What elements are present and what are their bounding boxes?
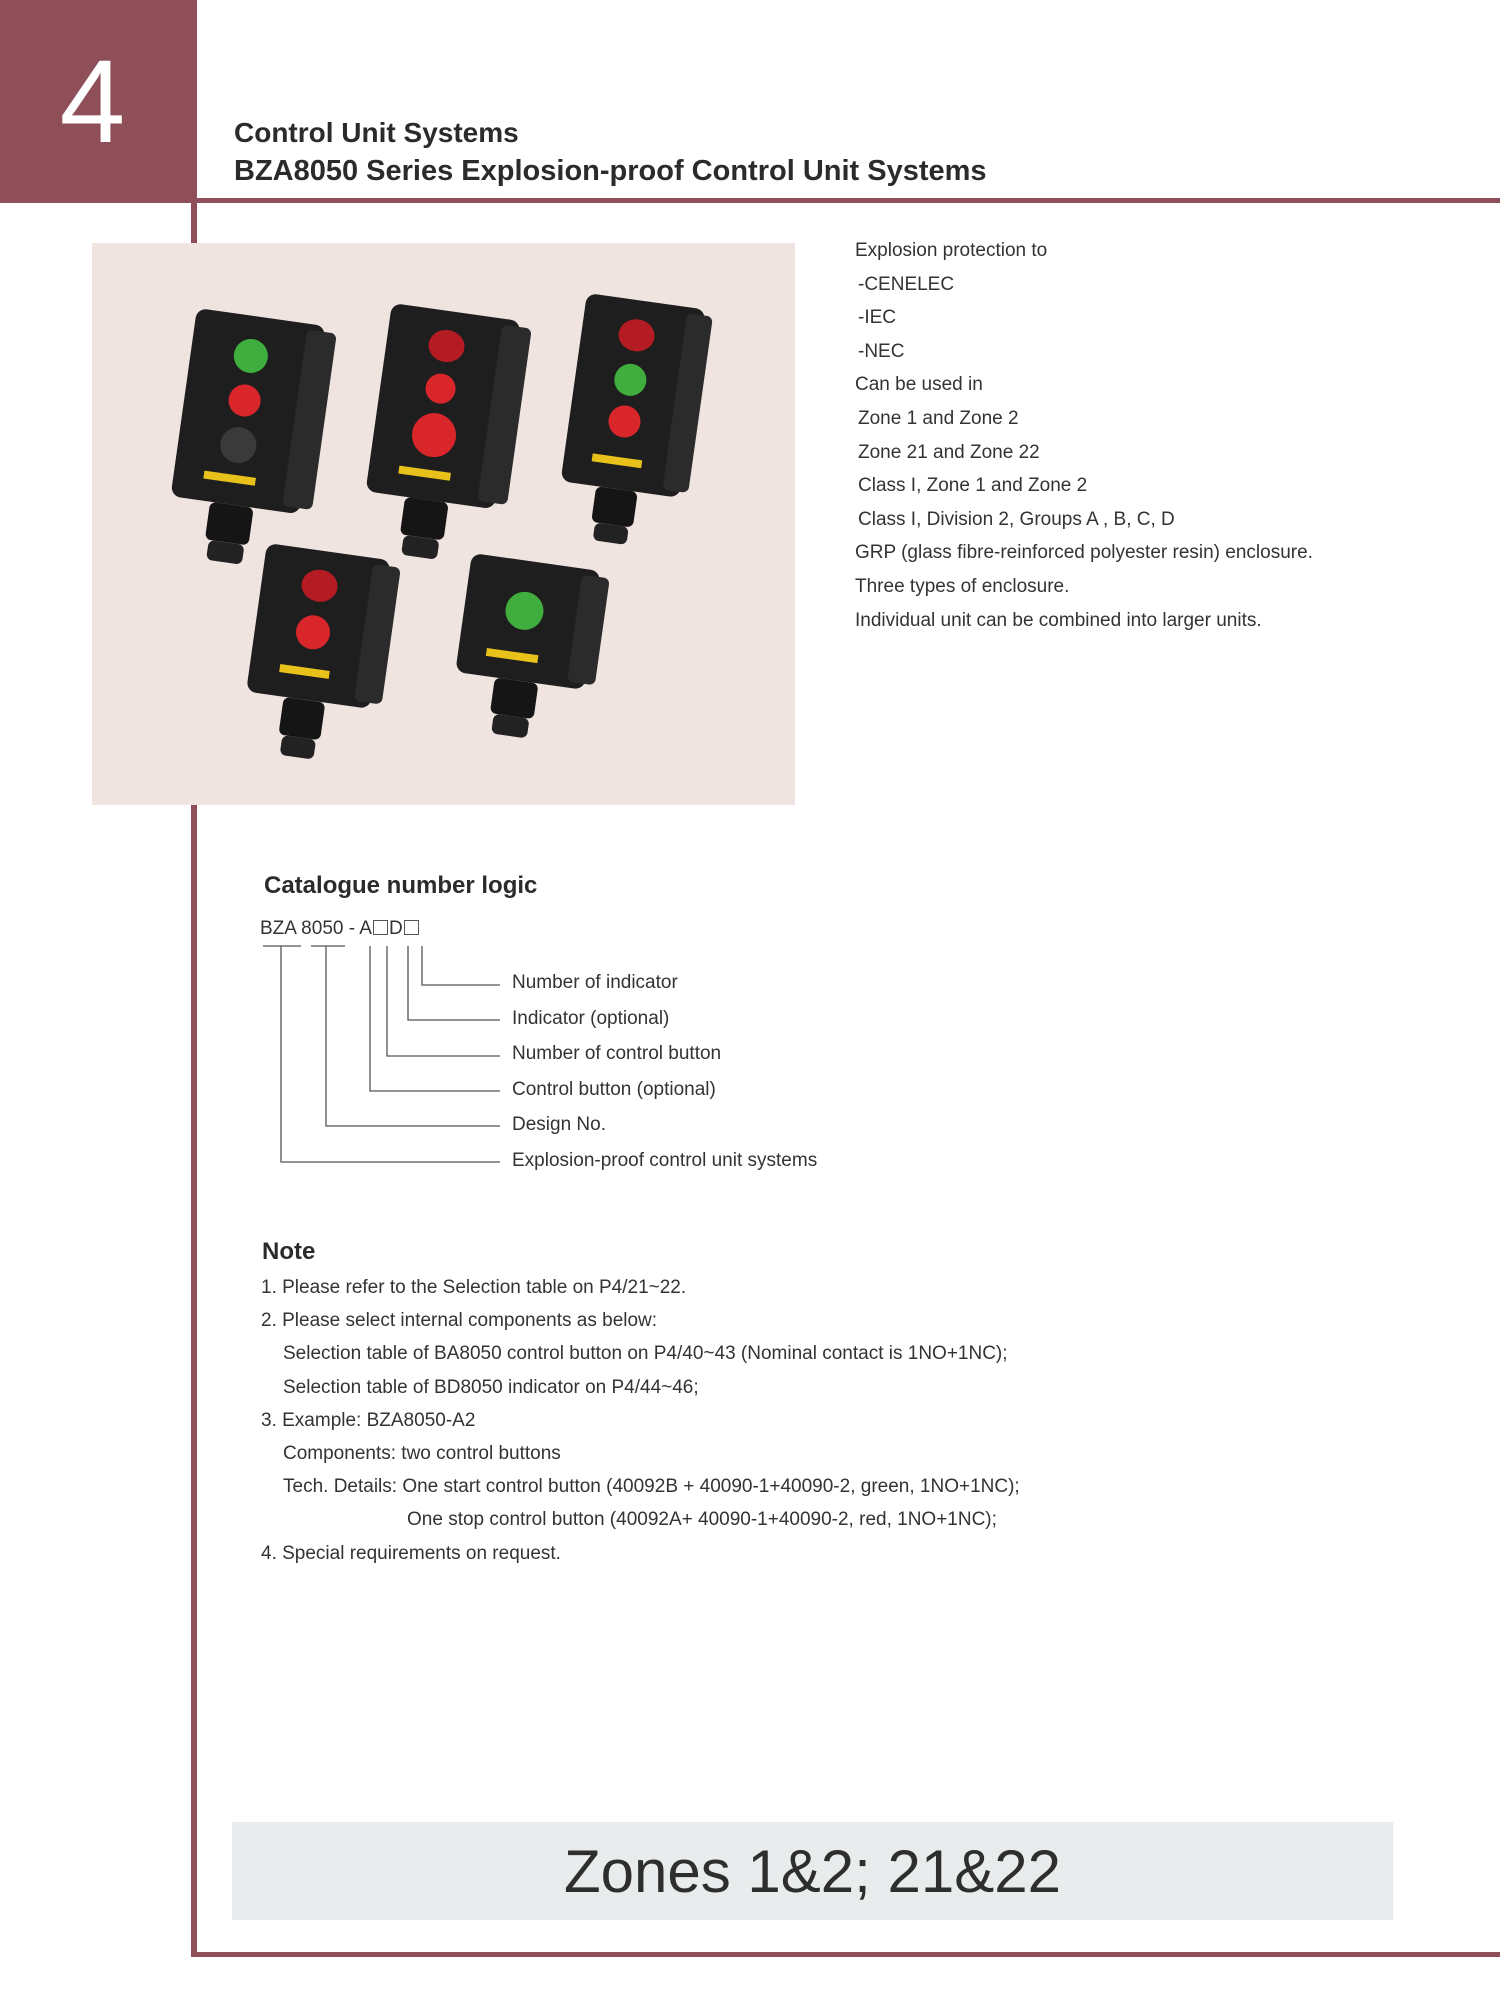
- zones-banner-text: Zones 1&2; 21&22: [563, 1837, 1062, 1905]
- control-station-5: [448, 553, 611, 747]
- feature-item: Zone 21 and Zone 22: [858, 441, 1040, 463]
- catalogue-code: [260, 918, 420, 940]
- feature-item: -NEC: [858, 340, 905, 362]
- feature-item: Can be used in: [855, 374, 983, 396]
- catalogue-code-prefix: BZA 8050 - A: [260, 918, 372, 939]
- placeholder-box: [373, 920, 388, 935]
- note-title: Note: [262, 1238, 316, 1265]
- note-line: Selection table of BD8050 indicator on P4/44~46;: [283, 1376, 699, 1398]
- feature-item: Zone 1 and Zone 2: [858, 407, 1019, 429]
- catalogue-label: Indicator (optional): [512, 1007, 670, 1029]
- page-title: Control Unit Systems: [234, 117, 519, 148]
- catalogue-label: Explosion-proof control unit systems: [512, 1149, 818, 1171]
- feature-item: Class I, Zone 1 and Zone 2: [858, 475, 1088, 497]
- catalogue-label: Number of indicator: [512, 972, 678, 993]
- note-line: Tech. Details: One start control button (40092B + 40090-1+40090-2, green, 1NO+1NC);: [283, 1476, 1020, 1498]
- note-line: Components: two control buttons: [283, 1442, 561, 1464]
- catalogue-label: Control button (optional): [512, 1078, 716, 1100]
- catalogue-code-mid: D: [388, 918, 403, 939]
- catalogue-labels: [512, 965, 817, 1178]
- catalogue-title: Catalogue number logic: [264, 872, 538, 899]
- control-station-2: [357, 303, 532, 568]
- note-line: One stop control button (40092A+ 40090-1+40090-2, red, 1NO+1NC);: [407, 1509, 997, 1531]
- footer-divider: [191, 1952, 1500, 1957]
- catalogue-label: Number of control button: [512, 1043, 722, 1064]
- feature-item: GRP (glass fibre-reinforced polyester resin) enclosure.: [855, 542, 1313, 564]
- control-station-4: [238, 543, 402, 768]
- feature-item: Class I, Division 2, Groups A , B, C, D: [858, 508, 1175, 530]
- zones-banner: [232, 1822, 1393, 1920]
- feature-item: Explosion protection to: [855, 240, 1048, 261]
- note-list: [261, 1271, 1020, 1570]
- control-station-1: [162, 308, 337, 573]
- feature-item: -IEC: [858, 307, 896, 329]
- feature-list: [855, 234, 1313, 637]
- placeholder-box: [404, 920, 419, 935]
- product-photo: [92, 243, 795, 805]
- feature-item: Three types of enclosure.: [855, 575, 1070, 597]
- feature-item: -CENELEC: [858, 273, 955, 295]
- note-line: Selection table of BA8050 control button on P4/40~43 (Nominal contact is 1NO+1NC);: [283, 1343, 1008, 1365]
- note-line: 1. Please refer to the Selection table on P4/21~22.: [261, 1277, 687, 1298]
- page-subtitle: BZA8050 Series Explosion-proof Control Unit Systems: [234, 155, 987, 187]
- chapter-number: 4: [0, 0, 197, 203]
- note-line: 3. Example: BZA8050-A2: [261, 1409, 476, 1431]
- note-line: 4. Special requirements on request.: [261, 1542, 561, 1564]
- note-line: 2. Please select internal components as below:: [261, 1310, 658, 1332]
- header-divider: [197, 198, 1500, 203]
- feature-item: Individual unit can be combined into larger units.: [855, 609, 1262, 631]
- catalogue-label: Design No.: [512, 1114, 606, 1135]
- control-station-3: [553, 293, 714, 552]
